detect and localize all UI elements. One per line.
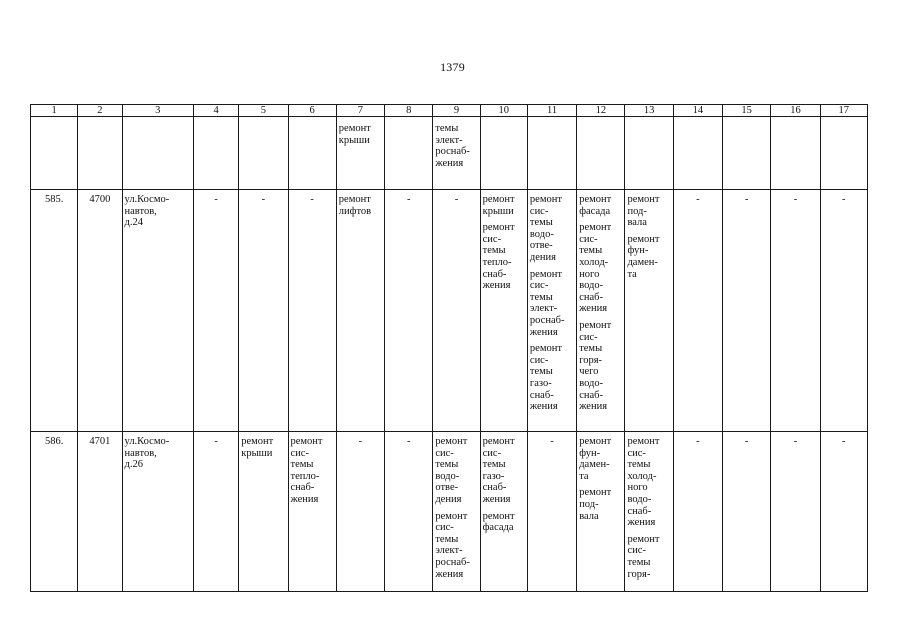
work-item-line: сис- <box>482 447 502 459</box>
continuation-row <box>31 117 868 190</box>
table-cell <box>625 432 673 592</box>
work-item-line: жения <box>435 568 464 580</box>
work-item-line: тепло- <box>482 256 512 268</box>
work-item-line: крыши <box>482 205 514 217</box>
table-cell <box>673 117 722 190</box>
work-item-line: дамен- <box>627 256 658 268</box>
work-item-line: роснаб- <box>435 146 470 158</box>
work-item-line: снаб- <box>627 505 652 517</box>
work-item-line: ремонт <box>482 222 515 234</box>
work-item-line: жения <box>482 493 511 505</box>
work-item-line: снаб- <box>482 268 507 280</box>
work-item-line: сис- <box>482 233 502 245</box>
work-item <box>579 487 622 522</box>
table-cell <box>31 117 78 190</box>
table-cell: - <box>820 190 867 432</box>
table-row <box>31 432 868 592</box>
table-cell: - <box>288 190 336 432</box>
work-item-line: газо- <box>529 377 552 389</box>
work-item <box>627 234 670 280</box>
work-item-line: темы <box>627 556 651 568</box>
work-item-line: темы <box>529 366 553 378</box>
column-header: 6 <box>288 105 336 117</box>
work-item-line: ного <box>579 268 600 280</box>
table-cell <box>385 117 433 190</box>
work-item <box>435 511 477 581</box>
work-item-line: водо- <box>435 470 460 482</box>
work-item-line: жения <box>435 157 464 169</box>
table-cell <box>239 432 288 592</box>
work-item <box>579 222 622 315</box>
table-cell: - <box>673 190 722 432</box>
table-cell: - <box>385 190 433 432</box>
table-cell: - <box>723 190 771 432</box>
column-header: 15 <box>723 105 771 117</box>
work-item <box>483 222 525 292</box>
work-item-line: холод- <box>627 470 657 482</box>
table-cell: - <box>723 432 771 592</box>
work-item <box>530 194 574 264</box>
work-item <box>579 194 622 217</box>
table-cell: - <box>385 432 433 592</box>
column-header: 1 <box>31 105 78 117</box>
column-header: 4 <box>193 105 238 117</box>
work-item-line: жения <box>529 326 558 338</box>
column-header: 16 <box>771 105 820 117</box>
work-item-line: фун- <box>579 447 601 459</box>
table-cell <box>336 190 384 432</box>
work-item-line: темы <box>482 459 506 471</box>
work-item-line: сис- <box>579 331 598 343</box>
work-item-line: крыши <box>338 134 370 146</box>
table-cell <box>577 190 625 432</box>
column-header: 17 <box>820 105 867 117</box>
table-cell: - <box>820 432 867 592</box>
work-item <box>627 194 670 229</box>
column-header: 5 <box>239 105 288 117</box>
work-item-line: ремонт <box>529 194 562 205</box>
work-item-line: элект- <box>435 134 463 146</box>
work-item-line: ремонт <box>482 194 515 205</box>
table-cell: - <box>239 190 288 432</box>
work-item-line: жения <box>627 517 656 529</box>
row-number: 586. <box>31 432 78 592</box>
table-cell <box>480 190 527 432</box>
work-item-line: сис- <box>529 280 549 292</box>
work-item-line: темы <box>627 459 651 471</box>
table-cell <box>527 117 576 190</box>
work-item-line: сис- <box>435 522 454 534</box>
column-header: 11 <box>527 105 576 117</box>
work-item-line: темы <box>529 291 553 303</box>
work-item-line: горя- <box>579 354 603 366</box>
work-item <box>483 511 525 534</box>
work-item-line: сис- <box>529 354 549 366</box>
work-item-line: ного <box>627 482 648 494</box>
table-cell <box>433 432 480 592</box>
work-item-line: чего <box>579 366 599 378</box>
work-item-line: снаб- <box>290 482 315 494</box>
work-item <box>579 320 622 413</box>
table-cell <box>820 117 867 190</box>
work-item-line: сис- <box>579 233 598 245</box>
work-item-line: темы <box>482 245 506 257</box>
repair-schedule-table <box>30 104 868 592</box>
building-code: 4700 <box>78 190 122 432</box>
table-cell <box>336 117 384 190</box>
table-row <box>31 190 868 432</box>
work-item-line: снаб- <box>579 389 603 401</box>
table-cell: - <box>336 432 384 592</box>
column-header: 12 <box>577 105 625 117</box>
address-cell <box>122 432 193 592</box>
work-item-line: крыши <box>241 447 273 459</box>
cell-line: навтов, <box>124 447 157 459</box>
work-item-line: ремонт <box>579 194 612 205</box>
work-item-line: ремонт <box>627 533 660 545</box>
work-item <box>530 343 574 413</box>
work-item-line: водо- <box>529 228 554 240</box>
work-item-line: ремонт <box>241 436 274 447</box>
work-item-line: вала <box>579 510 599 522</box>
work-item <box>291 436 334 506</box>
column-header: 14 <box>673 105 722 117</box>
work-item-line: под- <box>627 205 647 217</box>
work-item-line: под- <box>579 498 599 510</box>
column-header: 7 <box>336 105 384 117</box>
table-cell <box>723 117 771 190</box>
work-item-line: вала <box>627 217 647 229</box>
work-item-line: водо- <box>579 377 604 389</box>
work-item-line: ремонт <box>579 436 612 447</box>
work-item-line: фасада <box>579 205 611 217</box>
cell-line: д.26 <box>124 459 143 471</box>
column-header: 10 <box>480 105 527 117</box>
work-item-line: ремонт <box>579 222 612 234</box>
work-item-line: горя- <box>627 568 651 580</box>
work-item-line: темы <box>435 123 459 134</box>
work-item-line: дения <box>435 493 462 505</box>
cell-line: д.24 <box>124 217 143 229</box>
work-item-line: жения <box>529 401 558 413</box>
work-item-line: жения <box>290 493 319 505</box>
table-cell: - <box>771 432 820 592</box>
work-item-line: отве- <box>435 482 459 494</box>
table-cell <box>527 190 576 432</box>
table-cell <box>433 117 480 190</box>
table-cell <box>239 117 288 190</box>
building-code: 4701 <box>78 432 122 592</box>
work-item-line: темы <box>435 459 459 471</box>
table-cell: - <box>771 190 820 432</box>
work-item-line: та <box>579 470 589 482</box>
table-cell: - <box>673 432 722 592</box>
work-item <box>483 436 525 506</box>
work-item <box>339 194 382 217</box>
table-cell <box>122 117 193 190</box>
table-cell <box>288 117 336 190</box>
address-cell <box>122 190 193 432</box>
work-item-line: ремонт <box>579 319 612 331</box>
column-header: 2 <box>78 105 122 117</box>
table-cell: - <box>527 432 576 592</box>
work-item-line: элект- <box>435 545 463 557</box>
work-item-line: дения <box>529 251 556 263</box>
work-item-line: тепло- <box>290 470 320 482</box>
work-item-line: холод- <box>579 256 609 268</box>
work-item-line: та <box>627 268 637 280</box>
work-item-line: роснаб- <box>435 556 470 568</box>
work-item-line: ремонт <box>627 436 660 447</box>
work-item-line: темы <box>290 459 314 471</box>
cell-line: ул.Космо- <box>124 194 170 205</box>
work-item-line: газо- <box>482 470 505 482</box>
table-cell <box>193 117 238 190</box>
work-item-line: роснаб- <box>529 314 565 326</box>
work-item <box>627 436 670 529</box>
work-item-line: сис- <box>529 205 549 217</box>
work-item-line: ремонт <box>529 343 562 355</box>
work-item-line: ремонт <box>290 436 323 447</box>
work-item-line: ремонт <box>482 510 515 522</box>
table-cell <box>288 432 336 592</box>
work-item-line: сис- <box>627 447 646 459</box>
work-item-line: ремонт <box>579 487 612 499</box>
table-cell <box>577 117 625 190</box>
work-item-line: лифтов <box>338 205 372 217</box>
table-cell <box>78 117 122 190</box>
work-item-line: сис- <box>435 447 454 459</box>
table-cell: - <box>433 190 480 432</box>
work-item-line: фасада <box>482 522 514 534</box>
work-item-line: снаб- <box>579 291 603 303</box>
work-item <box>627 534 670 580</box>
column-header: 8 <box>385 105 433 117</box>
table-cell <box>625 117 673 190</box>
work-item-line: ремонт <box>435 510 468 522</box>
column-header: 3 <box>122 105 193 117</box>
table-cell: - <box>193 432 238 592</box>
work-item-line: темы <box>579 245 603 257</box>
work-item <box>483 194 525 217</box>
work-item-line: ремонт <box>627 233 660 245</box>
work-item <box>435 436 477 506</box>
header-row <box>31 105 868 117</box>
column-header: 13 <box>625 105 673 117</box>
table-cell <box>480 432 527 592</box>
work-item-line: темы <box>435 533 459 545</box>
work-item-line: снаб- <box>529 389 554 401</box>
cell-line: ул.Космо- <box>124 436 170 447</box>
table-cell: - <box>193 190 238 432</box>
work-item-line: ремонт <box>482 436 515 447</box>
work-item-line: жения <box>579 401 608 413</box>
work-item <box>435 123 477 169</box>
work-item-line: жения <box>482 280 511 292</box>
work-item-line: ремонт <box>435 436 468 447</box>
work-item-line: ремонт <box>338 123 371 134</box>
work-item-line: водо- <box>579 280 604 292</box>
work-item <box>241 436 285 459</box>
work-item-line: фун- <box>627 245 649 257</box>
work-item <box>339 123 382 146</box>
work-item-line: сис- <box>627 545 646 557</box>
work-item-line: ремонт <box>529 268 562 280</box>
work-item <box>579 436 622 482</box>
cell-line: навтов, <box>124 205 157 217</box>
work-item-line: элект- <box>529 303 558 315</box>
work-item-line: сис- <box>290 447 309 459</box>
table-cell <box>771 117 820 190</box>
table-cell <box>577 432 625 592</box>
table-cell <box>625 190 673 432</box>
page-number: 1379 <box>440 60 465 74</box>
work-item-line: водо- <box>627 493 652 505</box>
row-number: 585. <box>31 190 78 432</box>
table-cell <box>480 117 527 190</box>
work-item-line: темы <box>579 343 603 355</box>
work-item <box>530 269 574 339</box>
work-item-line: дамен- <box>579 459 610 471</box>
work-item-line: отве- <box>529 240 553 252</box>
work-item-line: снаб- <box>482 482 507 494</box>
work-item-line: ремонт <box>627 194 660 205</box>
column-header: 9 <box>433 105 480 117</box>
work-item-line: темы <box>529 217 553 229</box>
work-item-line: жения <box>579 303 608 315</box>
work-item-line: ремонт <box>338 194 371 205</box>
